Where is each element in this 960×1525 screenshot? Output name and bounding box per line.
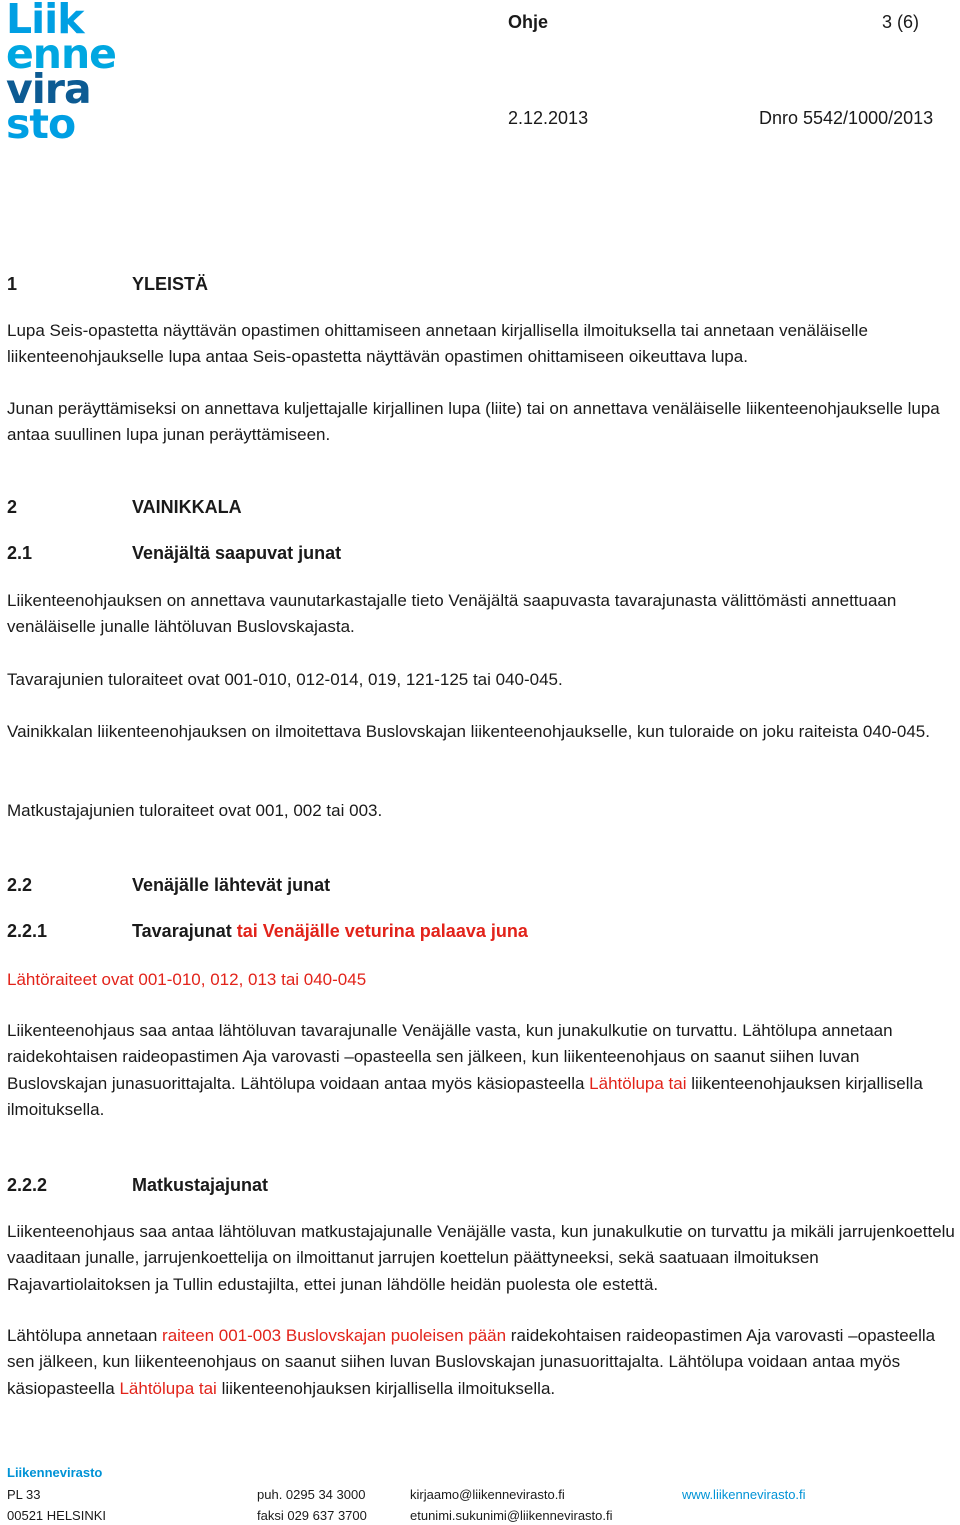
added-text: Lähtölupa tai bbox=[589, 1073, 687, 1093]
logo-line: Liik bbox=[6, 0, 84, 43]
paragraph-text: Liikenteenohjaus saa antaa lähtöluvan tavarajunalle Venäjälle vasta, kun junakulkutie on turvattu. Lähtölupa annetaan raidekohtaisen raideopastimen Aja varovasti –opasteella sen jälkeen, kun liikenteenohjaus on saanut siihen luvan Buslovskajan junasuorittajalta. Lähtölupa voidaan antaa myös käsiopasteella bbox=[7, 1021, 893, 1093]
paragraph-text: Lähtölupa annetaan bbox=[7, 1326, 163, 1345]
paragraph-text: raidekohtaisen raideopastimen Aja varovasti –opasteella sen jälkeen, kun liikenteenohjaus on saanut siihen luvan Buslovskajan junasuorittajalta. Lähtölupa voidaan antaa myös käsiopasteella bbox=[7, 1326, 936, 1398]
paragraph: Liikenteenohjaus saa antaa lähtöluvan matkustajajunalle Venäjälle vasta, kun junakulkutie on turvattu ja mikäli jarrujenkoettelu vaaditaan junalle, jarrujenkoettelija on ilmoittanut jarrujen koettelun päättyneeksi, sekä saatuaan ilmoituksen Rajavartiolaitoksen ja Tullin edustajilta, ettei junan lähdölle heidän puolesta ole estettä. bbox=[7, 1222, 955, 1294]
paragraph-text: liikenteenohjauksen kirjallisella ilmoituksella. bbox=[7, 1073, 923, 1119]
paragraph bbox=[7, 1018, 957, 1123]
section-number: 2.2.1 bbox=[7, 921, 48, 941]
liikennevirasto-logo bbox=[6, 2, 131, 148]
footer-address-line: 00521 HELSINKI bbox=[7, 1508, 107, 1523]
page-number: 3 (6) bbox=[882, 12, 920, 32]
footer-website-link[interactable]: www.liikennevirasto.fi bbox=[682, 1487, 806, 1502]
section-title: YLEISTÄ bbox=[132, 274, 209, 294]
footer-email-link[interactable]: kirjaamo@liikennevirasto.fi bbox=[410, 1487, 565, 1502]
footer-fax: faksi 029 637 3700 bbox=[257, 1508, 367, 1523]
section-heading bbox=[7, 497, 242, 518]
footer-email-link[interactable]: etunimi.sukunimi@liikennevirasto.fi bbox=[410, 1508, 613, 1523]
section-title: Matkustajajunat bbox=[132, 1175, 269, 1195]
logo-line: sto bbox=[6, 100, 76, 148]
logo-line: vira bbox=[6, 65, 91, 113]
paragraph: Tavarajunien tuloraiteet ovat 001-010, 012-014, 019, 121-125 tai 040-045. bbox=[7, 670, 563, 689]
paragraph: Liikenteenohjauksen on annettava vaunutarkastajalle tieto Venäjältä saapuvasta tavarajunasta välittömästi annettuaan venäläiselle junalle lähtöluvan Buslovskajasta. bbox=[7, 591, 897, 637]
doc-dnro: Dnro 5542/1000/2013 bbox=[759, 108, 934, 128]
section-heading bbox=[7, 274, 208, 295]
section-number: 2 bbox=[7, 497, 18, 517]
logo-line: enne bbox=[6, 30, 116, 78]
paragraph-added-text: Lähtöraiteet ovat 001-010, 012, 013 tai 040-045 bbox=[7, 970, 367, 989]
footer-address-line: PL 33 bbox=[7, 1487, 41, 1502]
paragraph: Junan peräyttämiseksi on annettava kuljettajalle kirjallinen lupa (liite) tai on annettava venäläiselle liikenteenohjaukselle lupa antaa suullinen lupa junan peräyttämiseen. bbox=[7, 399, 940, 445]
paragraph: Lupa Seis-opastetta näyttävän opastimen ohittamiseen annetaan kirjallisella ilmoituksella tai annetaan venäläiselle liikenteenohjaukselle lupa antaa Seis-opastetta näyttävän opastimen ohittamiseen oikeuttava lupa. bbox=[7, 321, 868, 367]
section-title: VAINIKKALA bbox=[132, 497, 242, 517]
added-text: raiteen 001-003 Buslovskajan puoleisen pään bbox=[162, 1326, 507, 1345]
paragraph: Vainikkalan liikenteenohjauksen on ilmoitettava Buslovskajan liikenteenohjaukselle, kun tuloraide on joku raiteista 040-045. bbox=[7, 722, 930, 741]
paragraph: Matkustajajunien tuloraiteet ovat 001, 002 tai 003. bbox=[7, 801, 383, 820]
section-number: 2.1 bbox=[7, 543, 33, 563]
section-heading bbox=[7, 1175, 268, 1196]
section-number: 2.2.2 bbox=[7, 1175, 48, 1195]
section-title: Venäjälle lähtevät junat bbox=[132, 875, 331, 895]
doc-type: Ohje bbox=[508, 12, 549, 32]
doc-date: 2.12.2013 bbox=[508, 108, 589, 128]
added-text: Lähtölupa tai bbox=[119, 1378, 217, 1398]
section-heading bbox=[7, 543, 341, 564]
section-title: Venäjältä saapuvat junat bbox=[132, 543, 342, 563]
footer-org: Liikennevirasto bbox=[7, 1465, 103, 1480]
footer-phone: puh. 0295 34 3000 bbox=[257, 1487, 366, 1502]
paragraph bbox=[7, 1323, 957, 1402]
section-heading bbox=[7, 921, 528, 942]
paragraph-text: liikenteenohjauksen kirjallisella ilmoituksella. bbox=[216, 1378, 556, 1398]
section-number: 1 bbox=[7, 274, 18, 294]
section-title-added-text: tai Venäjälle veturina palaava juna bbox=[236, 921, 528, 941]
section-heading bbox=[7, 875, 330, 896]
section-number: 2.2 bbox=[7, 875, 33, 895]
section-title: Tavarajunat bbox=[132, 921, 237, 941]
